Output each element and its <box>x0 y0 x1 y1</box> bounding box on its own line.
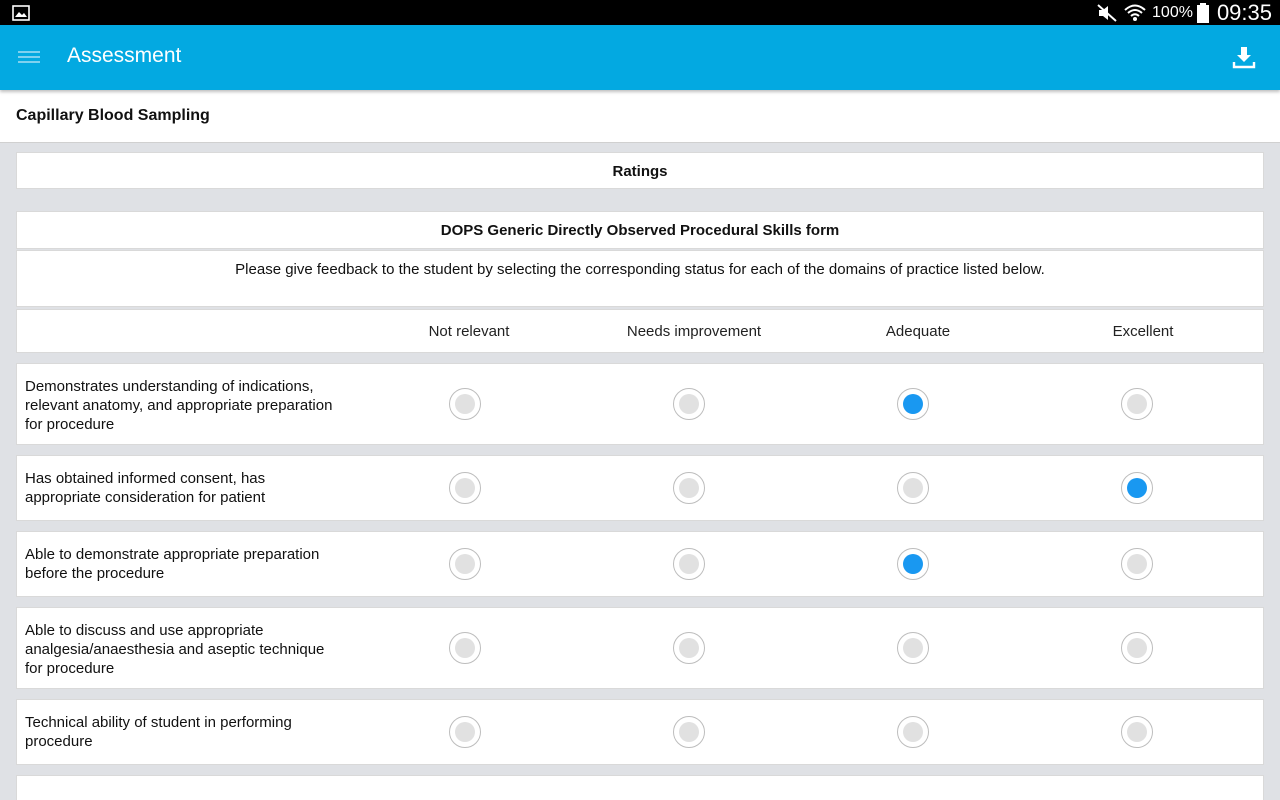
row-label: Able to discuss and use appropriate analgesia/anaesthesia and aseptic technique for procedure <box>25 622 325 677</box>
radio-dot <box>1127 394 1147 414</box>
rating-row <box>16 531 1264 597</box>
rating-row-partial <box>16 775 1264 800</box>
status-bar <box>0 0 1280 25</box>
column-needs-improvement: Needs improvement <box>626 323 762 340</box>
radio-dot <box>1127 478 1147 498</box>
row-label: Has obtained informed consent, has appropriate consideration for patient <box>25 470 266 506</box>
rating-radio-excellent[interactable] <box>1121 632 1153 664</box>
rating-radio-excellent[interactable] <box>1121 716 1153 748</box>
rating-radio-adequate[interactable] <box>897 548 929 580</box>
column-not-relevant: Not relevant <box>428 323 510 340</box>
rating-row <box>16 607 1264 689</box>
rating-radio-adequate[interactable] <box>897 388 929 420</box>
rating-radio-needs-improvement[interactable] <box>673 548 705 580</box>
rating-radio-needs-improvement[interactable] <box>673 716 705 748</box>
rating-radio-needs-improvement[interactable] <box>673 388 705 420</box>
radio-dot <box>1127 638 1147 658</box>
rating-radio-excellent[interactable] <box>1121 548 1153 580</box>
rating-row <box>16 699 1264 765</box>
radio-dot <box>903 554 923 574</box>
rating-radio-adequate[interactable] <box>897 472 929 504</box>
ratings-header-card <box>16 152 1264 189</box>
rating-radio-not-relevant[interactable] <box>449 632 481 664</box>
clock: 09:35 <box>1216 0 1272 25</box>
wifi-icon <box>1124 3 1146 23</box>
mute-icon <box>1096 3 1118 23</box>
rating-radio-adequate[interactable] <box>897 716 929 748</box>
radio-dot <box>679 478 699 498</box>
procedure-title: Capillary Blood Sampling <box>16 107 210 124</box>
gallery-icon <box>12 5 30 21</box>
radio-dot <box>903 722 923 742</box>
column-adequate: Adequate <box>885 323 951 340</box>
form-title-card <box>16 211 1264 249</box>
row-label: Demonstrates understanding of indications, relevant anatomy, and appropriate preparation for procedure <box>25 378 333 433</box>
radio-dot <box>455 394 475 414</box>
subheader <box>0 90 1280 143</box>
radio-dot <box>1127 554 1147 574</box>
rating-radio-needs-improvement[interactable] <box>673 472 705 504</box>
radio-dot <box>679 722 699 742</box>
radio-dot <box>679 554 699 574</box>
rating-radio-excellent[interactable] <box>1121 472 1153 504</box>
instructions-card <box>16 250 1264 307</box>
ratings-header: Ratings <box>612 163 668 180</box>
rating-radio-needs-improvement[interactable] <box>673 632 705 664</box>
instructions-text: Please give feedback to the student by selecting the corresponding status for each of the domains of practice listed below. <box>235 261 1045 278</box>
radio-dot <box>455 554 475 574</box>
radio-dot <box>455 722 475 742</box>
app-bar <box>0 25 1280 90</box>
download-icon[interactable] <box>1232 45 1256 69</box>
rating-radio-adequate[interactable] <box>897 632 929 664</box>
radio-dot <box>1127 722 1147 742</box>
rating-row <box>16 455 1264 521</box>
battery-icon <box>1197 3 1209 23</box>
row-label: Able to demonstrate appropriate preparation before the procedure <box>25 546 320 582</box>
rating-row <box>16 363 1264 445</box>
column-headers <box>16 309 1264 353</box>
radio-dot <box>679 394 699 414</box>
rating-radio-not-relevant[interactable] <box>449 548 481 580</box>
rating-radio-not-relevant[interactable] <box>449 388 481 420</box>
row-label: Technical ability of student in performing procedure <box>25 714 292 750</box>
radio-dot <box>903 638 923 658</box>
rating-radio-not-relevant[interactable] <box>449 472 481 504</box>
battery-percentage: 100% <box>1152 3 1193 21</box>
radio-dot <box>455 478 475 498</box>
column-excellent: Excellent <box>1112 323 1174 340</box>
form-title: DOPS Generic Directly Observed Procedural Skills form <box>440 222 840 239</box>
rating-radio-not-relevant[interactable] <box>449 716 481 748</box>
radio-dot <box>455 638 475 658</box>
radio-dot <box>679 638 699 658</box>
radio-dot <box>903 478 923 498</box>
page-title: Assessment <box>67 44 182 67</box>
hamburger-menu-icon[interactable] <box>18 48 40 66</box>
radio-dot <box>903 394 923 414</box>
rating-radio-excellent[interactable] <box>1121 388 1153 420</box>
